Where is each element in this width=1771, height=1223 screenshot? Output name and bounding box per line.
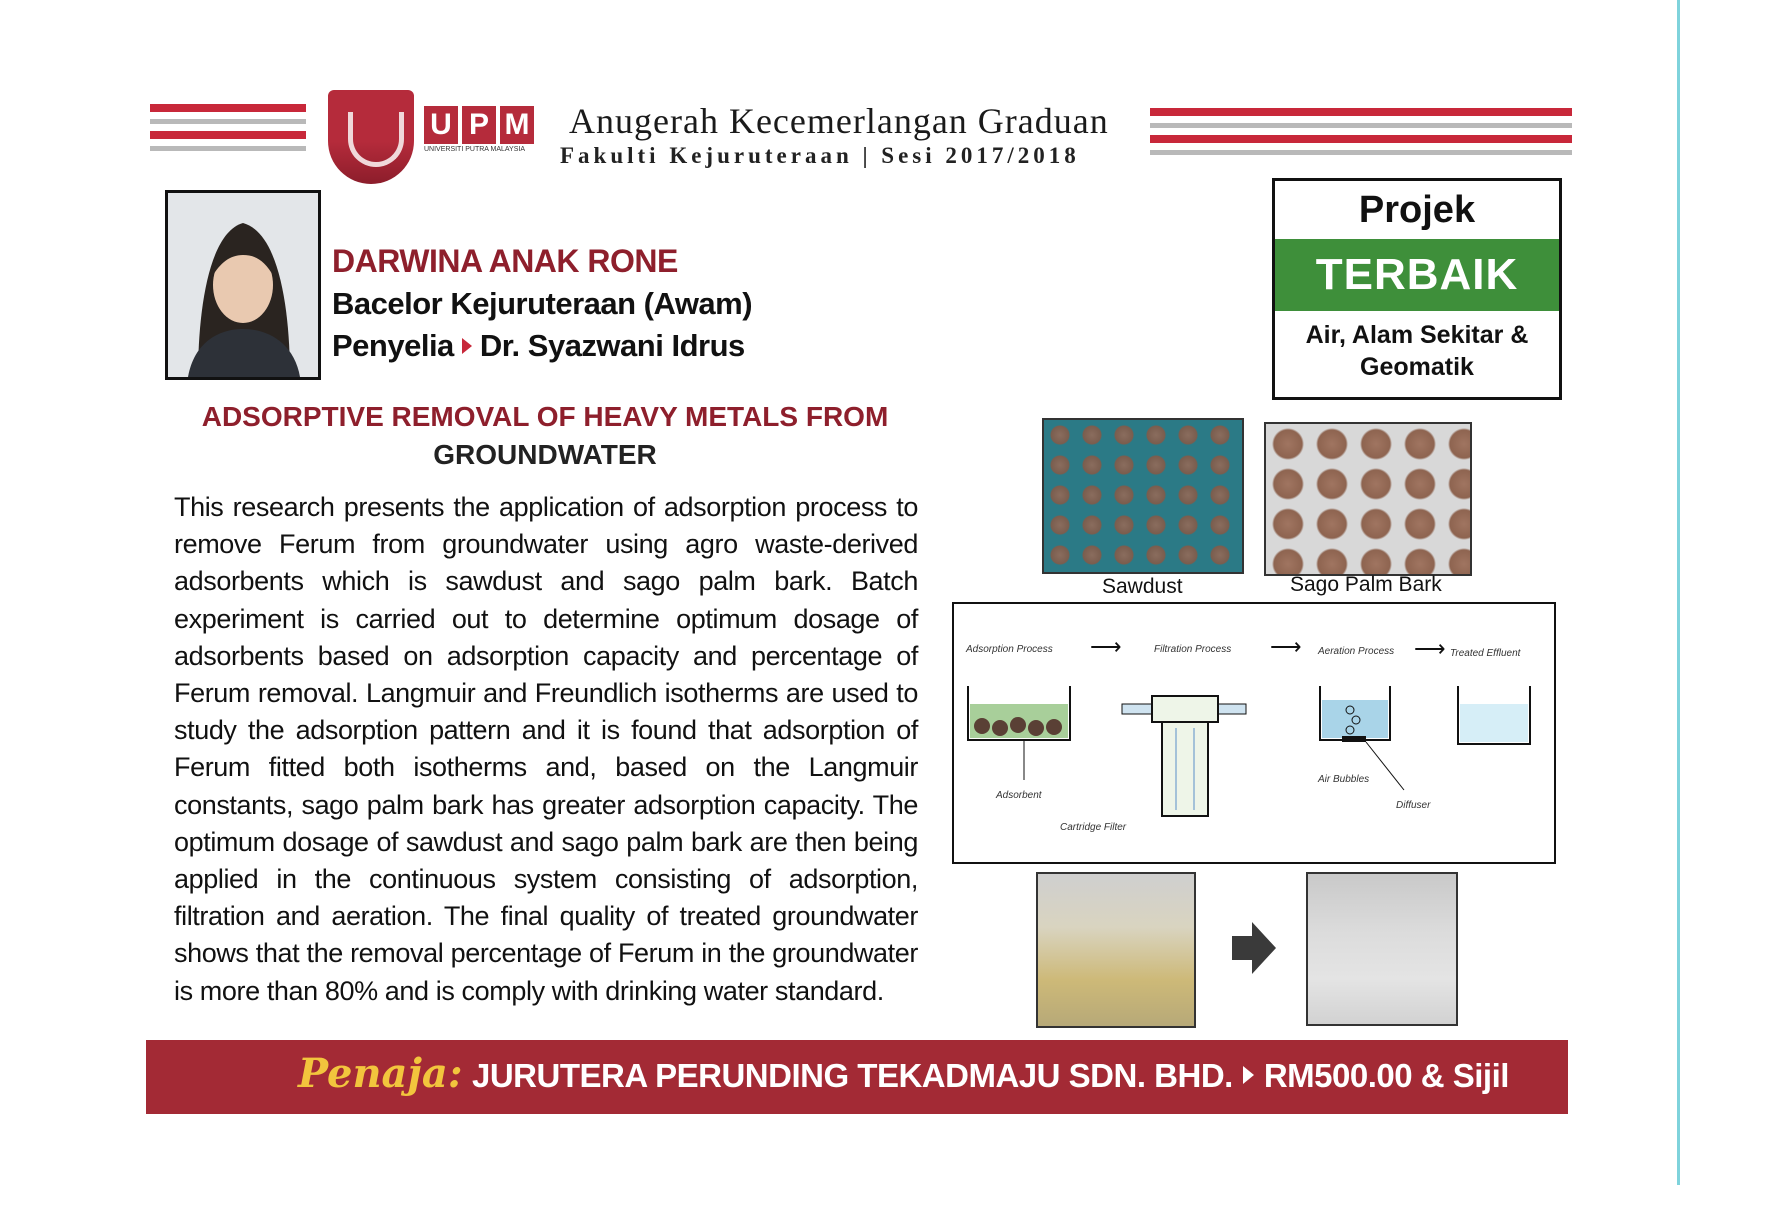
- supervisor-name: Dr. Syazwani Idrus: [479, 328, 745, 363]
- upm-logo-letter-u: U: [424, 106, 458, 144]
- sponsor-details: [472, 1057, 1509, 1095]
- arrow-right-icon: ⟶: [1414, 636, 1446, 661]
- header-subtitle: Fakulti Kejuruteraan | Sesi 2017/2018: [560, 143, 1080, 168]
- sponsor-company: JURUTERA PERUNDING TEKADMAJU SDN. BHD.: [472, 1057, 1233, 1094]
- triangle-bullet-icon: [1243, 1066, 1254, 1084]
- supervisor-label: Penyelia: [332, 328, 454, 363]
- diffuser-label: Diffuser: [1396, 800, 1431, 811]
- award-category: [1275, 311, 1559, 383]
- sawdust-caption: Sawdust: [1102, 575, 1183, 598]
- award-box: [1272, 178, 1562, 400]
- header-title: Anugerah Kecemerlangan Graduan: [569, 101, 1109, 141]
- arrow-right-icon: ⟶: [1090, 634, 1122, 659]
- step-aeration-label: Aeration Process: [1318, 646, 1395, 657]
- triangle-bullet-icon: [462, 338, 472, 354]
- step-treated-label: Treated Effluent: [1450, 648, 1521, 659]
- project-abstract: This research presents the application of adsorption process to remove Ferum from groundwater using agro waste-derived adsorbents which is sawdust and sago palm bark. Batch experiment is carried out to determine optimum dosage of adsorbents based on adsorption capacity and percentage of Ferum removal. Langmuir and Freundlich isotherms are used to study the adsorption pattern and it is found that adsorption of Ferum fitted both isotherms and, based on the Langmuir constants, sago palm bark has greater adsorption capacity. The optimum dosage of sawdust and sago palm bark are then being applied in the continuous system consisting of adsorption, filtration and aeration. The final quality of treated groundwater shows that the removal percentage of Ferum in the groundwater is more than 80% and is comply with drinking water standard.: [174, 492, 918, 1006]
- untreated-water-photo: [1036, 872, 1196, 1028]
- student-photo: [165, 190, 321, 380]
- process-diagram: [952, 602, 1556, 864]
- student-name: DARWINA ANAK RONE: [332, 243, 678, 279]
- air-bubbles-label: Air Bubbles: [1318, 774, 1370, 785]
- arrow-right-icon: ⟶: [1270, 634, 1302, 659]
- scan-edge-line: [1677, 0, 1680, 1185]
- treated-water-photo: [1306, 872, 1458, 1026]
- project-title-line1: ADSORPTIVE REMOVAL OF HEAVY METALS FROM: [201, 401, 889, 432]
- sponsor-label: Penaja:: [298, 1050, 463, 1097]
- cartridge-filter-label: Cartridge Filter: [1060, 822, 1127, 833]
- student-degree: Bacelor Kejuruteraan (Awam): [332, 286, 753, 321]
- upm-logo-subtext: UNIVERSITI PUTRA MALAYSIA: [424, 146, 526, 153]
- sawdust-photo: [1042, 418, 1244, 574]
- header-stripes-left: [150, 104, 306, 158]
- upm-logo-letter-p: P: [462, 106, 496, 144]
- upm-shield-logo: [328, 90, 414, 184]
- upm-logo-letter-m: M: [500, 106, 534, 144]
- adsorbent-label: Adsorbent: [996, 790, 1042, 801]
- award-line1: Projek: [1358, 189, 1476, 231]
- supervisor-line: [332, 328, 745, 364]
- project-title: [170, 398, 920, 474]
- project-title-line2: GROUNDWATER: [433, 439, 657, 470]
- sago-palm-bark-caption: Sago Palm Bark: [1290, 573, 1442, 596]
- award-line2: TERBAIK: [1275, 239, 1559, 311]
- sago-palm-bark-photo: [1264, 422, 1472, 576]
- sponsor-prize: RM500.00 & Sijil: [1263, 1057, 1509, 1094]
- result-arrow-icon: [1230, 920, 1278, 976]
- step-filtration-label: Filtration Process: [1154, 644, 1232, 655]
- step-adsorption-label: Adsorption Process: [966, 644, 1053, 655]
- process-drawing: [954, 604, 1554, 862]
- award-category-line2: Geomatik: [1360, 353, 1474, 381]
- award-category-line1: Air, Alam Sekitar &: [1305, 321, 1529, 349]
- header-stripes-right: [1150, 108, 1572, 162]
- sponsor-bar: [146, 1040, 1568, 1114]
